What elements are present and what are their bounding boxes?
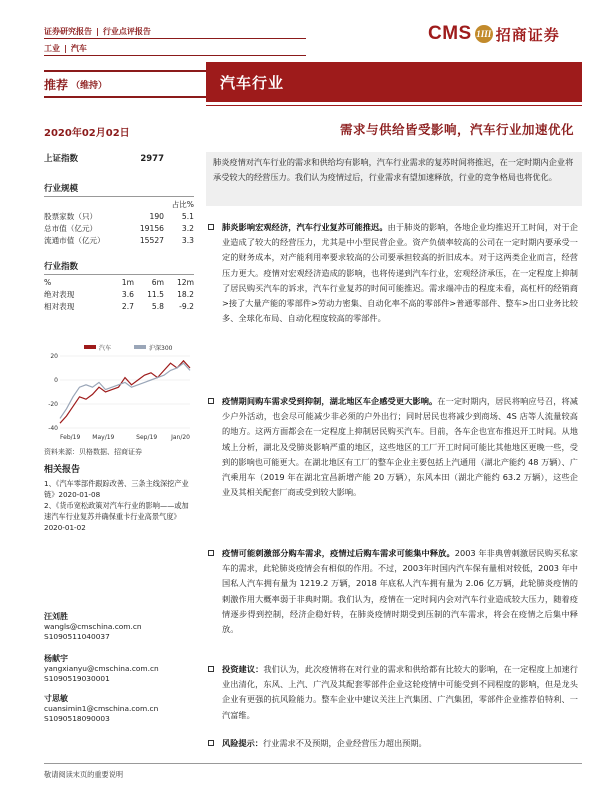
report-type: 证券研究报告 bbox=[44, 27, 92, 36]
industry-title: 汽车行业 bbox=[220, 74, 285, 92]
industry-banner bbox=[206, 62, 582, 102]
analyst-email[interactable]: yangxianyu@cmschina.com.cn bbox=[44, 664, 159, 673]
seal-icon: 1III bbox=[475, 25, 493, 43]
scale-col-header: 占比% bbox=[171, 200, 194, 209]
legend-swatch bbox=[134, 345, 146, 349]
series-line bbox=[60, 363, 190, 418]
report-date: 2020年02月02日 bbox=[44, 128, 130, 139]
analyst-block bbox=[44, 694, 194, 724]
analyst-id: S1090519030001 bbox=[44, 674, 110, 683]
header-divider bbox=[44, 38, 306, 39]
index-value: 2977 bbox=[140, 154, 164, 164]
table-row: 相对表现 2.7 5.8 -9.2 bbox=[44, 302, 194, 311]
paragraph: 疫情期间购车需求受到抑制，湖北地区车企感受更大影响。在一定时期内，居民将响应号召，将减少户外活动，也会尽可能减少非必须的户外出行；同时居民也将减少到商场、4S 店等人流量较高的地方。这两方面都会在一定程度上抑制居民购买汽车。目前，各车企也宣布推迟开工时间。从地域上分析，湖北及受肺炎影响严重的地区，这些地区的工厂开工时间可能比其他地区更晚一些，受到的影响也可能更大。在湖北地区有工厂的整车企业主要包括上汽通用（湖北产能约 48 万辆）、广汽乘用车（2019 年在湖北宜昌新增产能 20 万辆），东风本田（湖北产能约 63.2 万辆），这些企业及其相关配套厂商或受到较大影响。 bbox=[206, 394, 582, 500]
footer-note: 敬请阅读末页的重要说明 bbox=[44, 770, 124, 779]
analyst-block bbox=[44, 612, 194, 642]
report-headline: 需求与供给皆受影响，汽车行业加速优化 bbox=[339, 122, 574, 137]
related-item[interactable]: 2、《货币宽松政策对汽车行业的影响——或加速汽车行业复苏并确保重卡行业高景气度》2020-01-02 bbox=[44, 501, 189, 532]
legend-label: 沪深300 bbox=[149, 345, 173, 352]
cms-logo: CMS 1III 招商证券 bbox=[428, 23, 560, 44]
header-sector-row: 工业 | 汽车 bbox=[44, 44, 87, 53]
y-tick-label: -40 bbox=[48, 425, 58, 432]
legend-label: 汽车 bbox=[99, 345, 112, 352]
analyst-name: 杨献宇 bbox=[44, 654, 68, 663]
header-divider bbox=[44, 55, 306, 56]
table-header: % 1m 6m 12m bbox=[44, 278, 194, 287]
perf-title: 行业指数 bbox=[44, 260, 194, 275]
legend-swatch bbox=[84, 345, 96, 349]
paragraph: 投资建议：我们认为，此次疫情将在对行业的需求和供给都有比较大的影响，在一定程度上加速行业出清化，东风、上汽、广汽及其配套零部件企业这轮疫情中可能受到不同程度的影响，但是龙头企业有更强的抗风险能力。整车企业中建议关注上汽集团、广汽集团，零部件企业推荐伯特利、一汽富维。 bbox=[206, 662, 582, 723]
footer-rule bbox=[44, 763, 582, 764]
sector-label: 工业 bbox=[44, 44, 60, 53]
rating-bar bbox=[44, 70, 208, 98]
industry-index-table bbox=[44, 260, 194, 313]
paragraph: 肺炎影响宏观经济，汽车行业复苏可能推迟。由于肺炎的影响，各地企业均推迟开工时间，对于企业造成了较大的经营压力，尤其是中小型民营企业。资产负债率较高的公司在一定时期内要承受一定的财务成本，对产能利用率要求较高的公司要承担较高的折旧成本。对于这两类企业而言，经营压力更大。疫情对宏观经济造成的影响，也将传递到汽车行业，宏观经济承压，在一定程度上抑制了居民购买汽车的诉求，汽车行业复苏的时间可能推迟。需求端冲击的程度未看，高杠杆的经销商>接了大量产能的零部件>劳动力密集、自动化率不高的零部件>普通零部件、整车>出口业务比较多、全球化布局、自动化程度较高的零部件。 bbox=[206, 220, 582, 326]
related-item[interactable]: 1、《汽车零部件跟踪改善、三条主线深挖产业链》2020-01-08 bbox=[44, 479, 189, 499]
analyst-name: 寸思敏 bbox=[44, 694, 68, 703]
x-tick-label: Sep/19 bbox=[136, 434, 158, 441]
report-subtype: 行业点评报告 bbox=[102, 27, 151, 36]
summary-box: 肺炎疫情对汽车行业的需求和供给均有影响，汽车行业需求的复苏时间将推迟，在一定时期内企业将承受较大的经营压力。我们认为疫情过后，行业需求有望加速释放，行业的竞争格局也将优化。 bbox=[206, 152, 582, 206]
index-label: 上证指数 bbox=[44, 154, 79, 164]
paragraph: 风险提示：行业需求不及预期，企业经营压力超出预期。 bbox=[206, 736, 582, 751]
bullet-icon bbox=[208, 550, 214, 556]
table-row: 绝对表现 3.6 11.5 18.2 bbox=[44, 290, 194, 299]
x-tick-label: Jan/20 bbox=[171, 434, 190, 441]
industry-scale-table bbox=[44, 182, 194, 247]
bullet-icon bbox=[208, 666, 214, 672]
header-category-row: 证券研究报告 | 行业点评报告 bbox=[44, 27, 151, 36]
bullet-icon bbox=[208, 398, 214, 404]
y-tick-label: 0 bbox=[54, 377, 58, 384]
bullet-icon bbox=[208, 224, 214, 230]
y-tick-label: -20 bbox=[48, 401, 58, 408]
subsector-label: 汽车 bbox=[70, 44, 87, 53]
index-row bbox=[44, 153, 194, 165]
rating-note: （维持） bbox=[71, 80, 108, 91]
related-title: 相关报告 bbox=[44, 465, 81, 475]
scale-title: 行业规模 bbox=[44, 182, 194, 197]
paragraph: 疫情可能刺激部分购车需求，疫情过后购车需求可能集中释放。2003 年非典曾刺激居民购买私家车的需求，此轮肺炎疫情会有相似的作用。不过，2003年时国内汽车保有量相对较低，2003 年中国私人汽车拥有量为 1219.2 万辆，2018 年底私人汽车拥有量为 2.06 亿万辆，此轮肺炎疫情的刺激作用大概率弱于非典时期。我们认为，疫情在一定时间内会对汽车行业造成较大压力，随着疫情逐步得到控制，经济企稳好转，在肺炎疫情时期受到压制的汽车需求，将会在疫情之后集中释放。 bbox=[206, 546, 582, 637]
related-reports bbox=[44, 462, 194, 533]
analyst-id: S1090511040037 bbox=[44, 632, 110, 641]
bullet-icon bbox=[208, 740, 214, 746]
analyst-name: 汪刘胜 bbox=[44, 612, 68, 621]
industry-rule bbox=[206, 105, 582, 106]
chart-source: 资料来源：贝格数据、招商证券 bbox=[44, 448, 142, 456]
analyst-id: S1090518090003 bbox=[44, 714, 110, 723]
rating-label: 推荐 bbox=[44, 77, 69, 92]
table-row: 股票家数（只） 190 5.1 bbox=[44, 212, 194, 221]
table-row: 总市值（亿元） 19156 3.2 bbox=[44, 224, 194, 233]
x-tick-label: Feb/19 bbox=[60, 434, 81, 441]
analyst-block bbox=[44, 654, 194, 684]
analyst-email[interactable]: cuansimin1@cmschina.com.cn bbox=[44, 704, 159, 713]
table-row: 流通市值（亿元） 15527 3.3 bbox=[44, 236, 194, 245]
index-performance-chart bbox=[44, 342, 194, 442]
x-tick-label: May/19 bbox=[92, 434, 115, 441]
analyst-email[interactable]: wangls@cmschina.com.cn bbox=[44, 622, 142, 631]
y-tick-label: 20 bbox=[50, 353, 58, 360]
